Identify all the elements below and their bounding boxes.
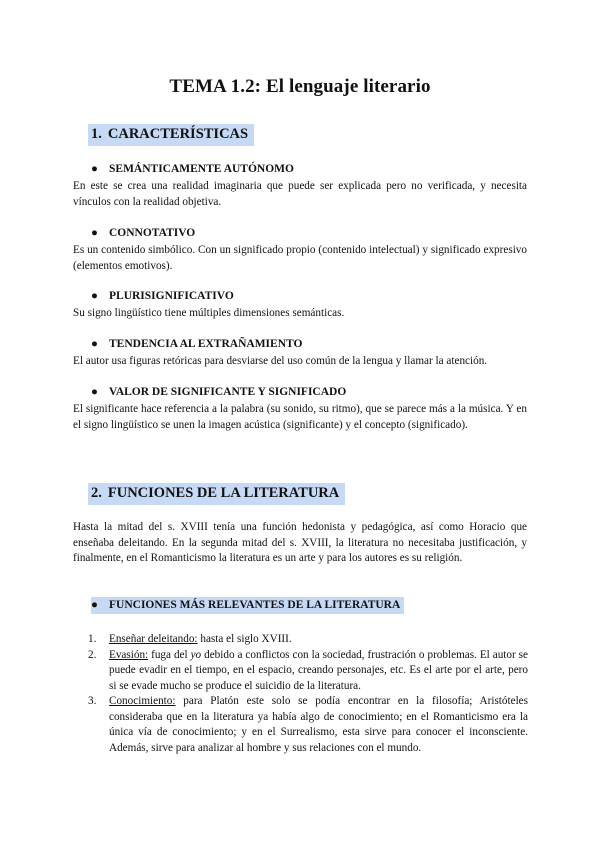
list-item-term: Conocimiento:: [109, 695, 176, 707]
section-2-number: 2.: [91, 485, 102, 501]
bullet-icon: ●: [91, 386, 98, 398]
bullet-icon: ●: [91, 227, 98, 239]
characteristic-heading: ● TENDENCIA AL EXTRAÑAMIENTO: [91, 338, 303, 350]
list-item: 2. Evasión: fuga del yo debido a conflictos con la sociedad, frustración o problemas. El autor se puede evadir en el tiempo, en el espacio, creando personajes, etc. Es el arte por el arte, pero si se evade mucho se produce el suicidio de la literatura.: [88, 648, 528, 692]
list-item-term: Evasión:: [109, 648, 149, 661]
page-title: TEMA 1.2: El lenguaje literario: [169, 76, 431, 97]
characteristic-heading: ● SEMÁNTICAMENTE AUTÓNOMO: [91, 163, 294, 175]
characteristic-text: El autor usa figuras retóricas para desviarse del uso común de la lengua y llamar la atención.: [73, 355, 488, 367]
characteristic-text: Es un contenido simbólico. Con un significado propio (contenido intelectual) y significado expresivo (elementos emotivos).: [73, 244, 527, 272]
list-item: 3. Conocimiento: para Platón este solo se podía encontrar en la filosofía; Aristóteles consideraba que en la literatura ya había algo de conocimiento; en el Romanticismo era la única vía de conocimiento; y en el Surrealismo, esta sirve para conocer el inconsciente. Además, sirve para analizar al hombre y sus relaciones con el mundo.: [88, 695, 528, 754]
section-2-heading: [88, 483, 345, 505]
bullet-icon: ●: [91, 599, 98, 611]
bullet-icon: ●: [91, 163, 98, 175]
characteristic-text: El significante hace referencia a la palabra (su sonido, su ritmo), que se parece más a la música. Y en el signo lingüístico se unen la imagen acústica (significante) y el concepto (significado).: [73, 403, 527, 431]
section-1-number: 1.: [91, 126, 102, 142]
characteristic-heading: ● VALOR DE SIGNIFICANTE Y SIGNIFICADO: [91, 386, 347, 398]
section-1-heading: [88, 124, 254, 146]
list-item-term: Enseñar deleitando:: [109, 633, 198, 645]
characteristic-heading: ● PLURISIGNIFICATIVO: [91, 290, 234, 302]
section-2-intro: Hasta la mitad del s. XVIII tenía una función hedonista y pedagógica, así como Horacio que enseñaba deleitando. En la segunda mitad del s. XVIII, la literatura no necesitaba justificación, y finalmente, en el Romanticismo la literatura es un arte y para los autores es su religión.: [73, 521, 527, 564]
list-item: 1. Enseñar deleitando: hasta el siglo XVIII.: [88, 633, 292, 645]
characteristic-heading: ● CONNOTATIVO: [91, 227, 196, 239]
functions-list: [88, 632, 528, 756]
section-2-title: FUNCIONES DE LA LITERATURA: [107, 485, 340, 501]
functions-subheading: ● FUNCIONES MÁS RELEVANTES DE LA LITERATURA: [91, 599, 404, 611]
section-1-title: CARACTERÍSTICAS: [107, 126, 249, 142]
bullet-icon: ●: [91, 338, 98, 350]
characteristic-text: Su signo lingüístico tiene múltiples dimensiones semánticas.: [73, 307, 345, 319]
bullet-icon: ●: [91, 290, 98, 302]
characteristic-text: En este se crea una realidad imaginaria que puede ser explicada pero no verificada, y necesita vínculos con la realidad objetiva.: [73, 180, 527, 208]
